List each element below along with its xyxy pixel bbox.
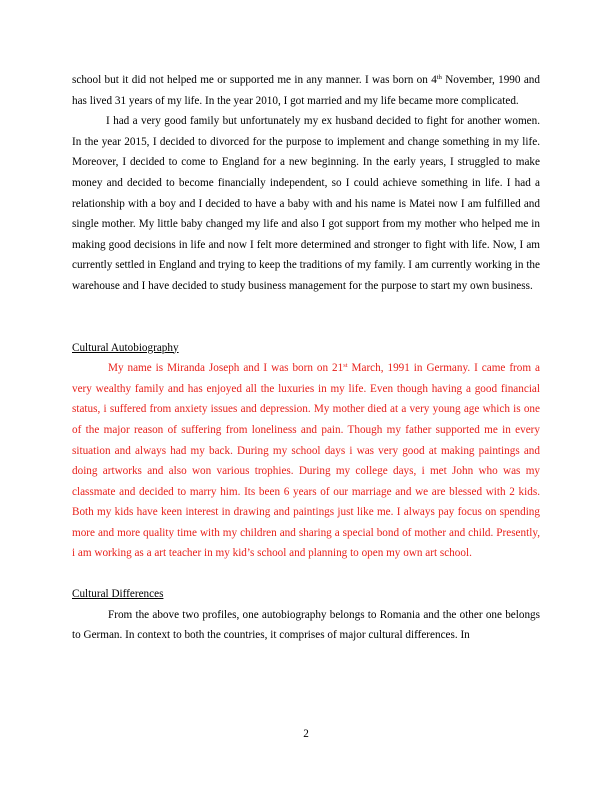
profile-text-before-sup: school but it did not helped me or supported me in any manner. I was born on 4 (72, 74, 437, 86)
ordinal-superscript: st (343, 362, 348, 370)
page-number: 2 (303, 728, 309, 740)
cultural-differences-paragraph: From the above two profiles, one autobiography belongs to Romania and the other one belongs to German. In context to both the countries, it comprises of major cultural differences. In (72, 608, 540, 642)
heading-cultural-differences: Cultural Differences (72, 588, 164, 601)
ordinal-superscript: th (436, 74, 442, 81)
heading-cultural-autobiography: Cultural Autobiography (72, 341, 179, 354)
autobiography-text-before-sup: My name is Miranda Joseph and I was born on 21 (108, 362, 344, 375)
section-spacer (72, 297, 540, 338)
profile-paragraph-family: I had a very good family but unfortunately my ex husband decided to fight for another women. In the year 2015, I decided to divorced for the purpose to implement and change something in my life. Moreover, I decided to come to England for a new beginning. In the early years, I struggled to make money and decided to become financially independent, so I could achieve something in life. I had a relationship with a boy and I decided to have a baby with and his name is Matei now I am fulfilled and single mother. My little baby changed my life and also I got support from my mother who helped me in making good decisions in life and now I felt more determined and stronger to fight with life. Now, I am currently settled in England and trying to keep the traditions of my family. I am currently working in the warehouse and I have decided to study business management for the purpose to start my own business. (72, 115, 540, 292)
autobiography-text-after-sup: March, 1991 in Germany. I came from a very wealthy family and has enjoyed all the luxuries in my life. Even though having a good financial status, i suffered from anxiety issues and depression. My mother died at a very young age which is one of the major reason of suffering from loneliness and pain. Though my father supported me in every situation and always had my back. During my school days i was very good at making paintings and doing artworks and also won various trophies. During my college days, i met John who was my classmate and decided to marry him. Its been 6 years of our marriage and we are blessed with 2 kids. Both my kids have keen interest in drawing and paintings just like me. I always pay focus on spending more and more quality time with my children and sharing a special bond of mother and child. Presently, i am working as a art teacher in my kid’s school and planning to open my own art school. (72, 362, 540, 560)
profile-text-after-sup: November, 1990 and has lived 31 years of my life. In the year 2010, I got married and my life became more complicated. (72, 74, 540, 107)
section-spacer (72, 564, 540, 584)
autobiography-paragraph (72, 358, 540, 564)
document-page-body (72, 70, 540, 646)
profile-paragraph-continued (72, 70, 540, 111)
